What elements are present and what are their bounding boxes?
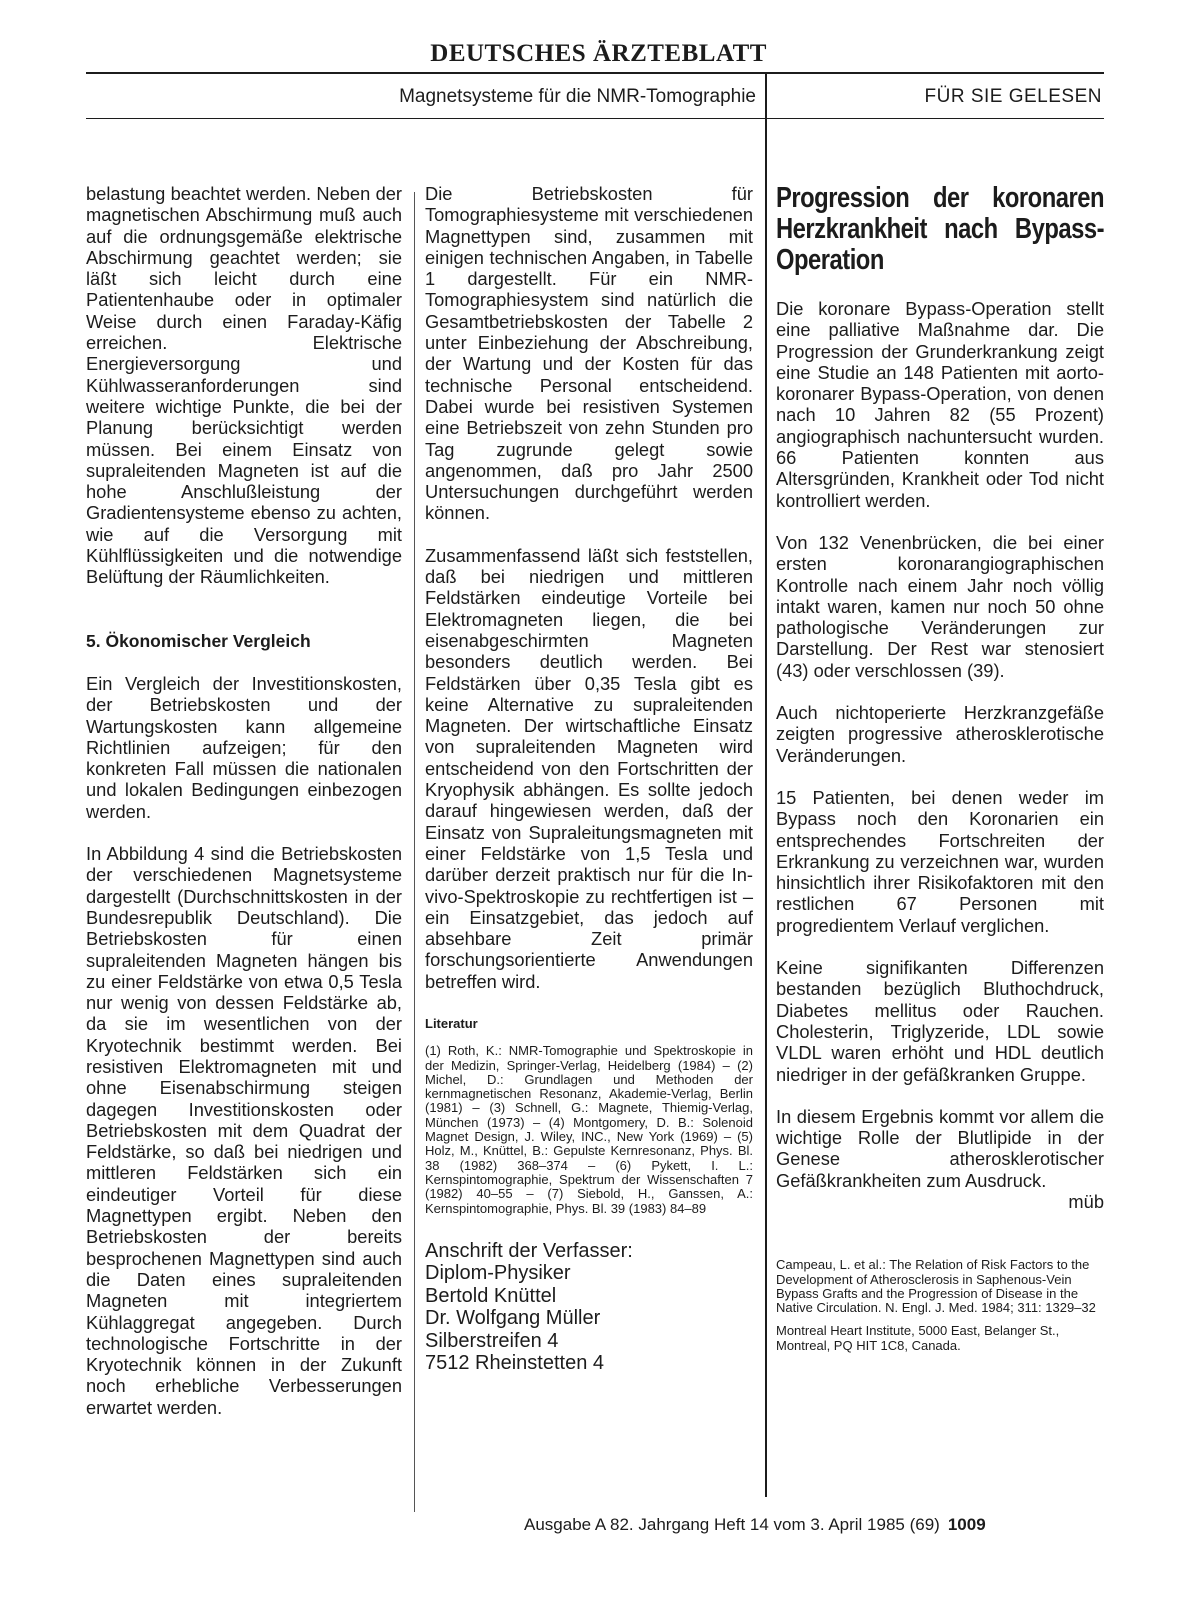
address-line: Dr. Wolfgang Müller	[425, 1307, 601, 1330]
paragraph: Von 132 Venenbrücken, die bei einer ersten koronarangiographischen Kontrolle nach einem Jahr noch völlig intakt waren, kamen nur noch 50 ohne pathologische Veränderungen zur Darstellung. Der Rest war stenosiert (43) oder verschlossen (39).	[776, 531, 1104, 681]
paragraph: Keine signifikanten Differenzen bestanden bezüglich Bluthochdruck, Diabetes mellitus oder Rauchen. Cholesterin, Triglyzeride, LDL sowie VLDL waren erhöht und HDL deutlich niedriger in der gefäßkranken Gruppe.	[776, 957, 1104, 1085]
column-divider	[414, 192, 415, 1512]
citation-source: Montreal Heart Institute, 5000 East, Belanger St., Montreal, PQ HIT 1C8, Canada.	[776, 1323, 1060, 1353]
sidebar-headline: Progression der koronaren Herzkrankheit nach Bypass-Operation	[776, 182, 1104, 276]
paragraph: Auch nichtoperierte Herzkranzgefäße zeigten progressive atherosklerotische Veränderungen.	[776, 702, 1104, 766]
literature-list: (1) Roth, K.: NMR-Tomographie und Spektroskopie in der Medizin, Springer-Verlag, Heidelberg (1984) – (2) Michel, D.: Grundlagen und Methoden der kernmagnetischen Resonanz, Akademie-Verlag, Berlin (1981) – (3) Schnell, G.: Magnete, Thiemig-Verlag, München (1973) – (4) Montgomery, D. B.: Solenoid Magnet Design, J. Wiley, INC., New York (1969) – (5) Holz, M., Knüttel, B.: Gepulste Kernresonanz, Phys. Bl. 38 (1982) 368–374 – (6) Pykett, I. L.: Kernspintomographie, Spektrum der Wissenschaften 7 (1982) 40–55 – (7) Siebold, H., Ganssen, A.: Kernspintomographie, Phys. Bl. 39 (1983) 84–89	[425, 1043, 753, 1216]
address-line: Diplom-Physiker	[425, 1262, 571, 1285]
literature-heading: Literatur	[425, 1015, 478, 1031]
header-rule	[86, 118, 1104, 119]
paragraph: Die Betriebskosten für Tomographiesysteme mit verschiedenen Magnettypen sind, zusammen mit einigen technischen Angaben, in Tabelle 1 dargestellt. Für ein NMR-Tomographiesystem sind natürlich die Gesamtbetriebskosten der Tabelle 2 unter Einbeziehung der Abschreibung, der Wartung und der Kosten für das technische Personal entscheidend. Dabei wurde bei resistiven Systemen eine Betriebszeit von zehn Stunden pro Tag zugrunde gelegt sowie angenommen, daß pro Jahr 2500 Untersuchungen durchgeführt werden können.	[425, 183, 753, 524]
citation: Campeau, L. et al.: The Relation of Risk Factors to the Development of Atherosclerosis in Saphenous-Vein Bypass Grafts and the Progression of Disease in the Native Circulation. N. Engl. J. Med. 1984; 311: 1329–32	[776, 1257, 1096, 1316]
address-line: Anschrift der Verfasser:	[425, 1239, 633, 1262]
page-number: 1009	[947, 1515, 986, 1534]
section-header-right: FÜR SIE GELESEN	[924, 86, 1102, 107]
paragraph: 15 Patienten, bei denen weder im Bypass noch den Koronarien ein entsprechendes Fortschreiten der Erkrankung zu verzeichnen war, wurden hinsichtlich ihrer Risikofaktoren mit den restlichen 67 Personen mit progredientem Verlauf verglichen.	[776, 786, 1104, 936]
article-column-1	[86, 183, 402, 1439]
address-line: 7512 Rheinstetten 4	[425, 1352, 605, 1375]
author-initials: müb	[1068, 1190, 1104, 1212]
paragraph: In Abbildung 4 sind die Betriebskosten der verschiedenen Magnetsysteme dargestellt (Durchschnittskosten in der Bundesrepublik Deutschland). Die Betriebskosten für einen supraleitenden Magneten hängen bis zu einer Feldstärke von etwa 0,5 Tesla nur wenig von dessen Feldstärke ab, da sie im wesentlichen von der Kryotechnik bestimmt werden. Bei resistiven Elektromagneten mit und ohne Eisenabschirmung steigen dagegen Investitionskosten oder Betriebskosten mit dem Quadrat der Feldstärke, so daß bei niedrigen und mittleren Feldstärken sich ein eindeutiger Vorteil für diese Magnettypen ergibt. Neben den Betriebskosten der bereits besprochenen Magnettypen sind auch die Daten eines supraleitenden Magneten mit integriertem Kühlaggregat angegeben. Durch technologische Fortschritte in der Kryotechnik können in der Zukunft noch erhebliche Verbesserungen erwartet werden.	[86, 843, 402, 1418]
paragraph: Ein Vergleich der Investitionskosten, der Betriebskosten und der Wartungskosten kann allgemeine Richtlinien aufzeigen; für den konkreten Fall müssen die nationalen und lokalen Bedingungen einbezogen werden.	[86, 672, 402, 822]
top-rule	[86, 72, 1104, 74]
section-heading: 5. Ökonomischer Vergleich	[86, 630, 311, 651]
address-line: Silberstreifen 4	[425, 1329, 559, 1352]
vertical-divider	[765, 72, 767, 1497]
paragraph: Die koronare Bypass-Operation stellt eine palliative Maßnahme dar. Die Progression der Grunderkrankung zeigt eine Studie an 148 Patienten mit aorto-koronarer Bypass-Operation, von denen nach 10 Jahren 82 (55 Prozent) angiographisch nachuntersucht wurden. 66 Patienten konnten aus Altersgründen, Krankheit oder Tod nicht kontrolliert werden.	[776, 298, 1104, 511]
paragraph: Zusammenfassend läßt sich feststellen, daß bei niedrigen und mittleren Feldstärken eindeutige Vorteile bei Elektromagneten liegen, die bei eisenabgeschirmten Magneten besonders deutlich werden. Bei Feldstärken über 0,35 Tesla gibt es keine Alternative zu supraleitenden Magneten. Der wirtschaftliche Einsatz von supraleitenden Magneten wird entscheidend von den Fortschritten der Kryophysik abhängen. Es sollte jedoch darauf hingewiesen werden, daß der Einsatz von Supraleitungsmagneten mit einer Feldstärke von 1,5 Tesla und darüber derzeit praktisch nur für die In-vivo-Spektroskopie zu rechtfertigen ist – ein Einsatzgebiet, das jedoch auf absehbare Zeit primär forschungsorientierte Anwendungen betreffen wird.	[425, 544, 753, 992]
sidebar-article	[776, 183, 1104, 1362]
paragraph: belastung beachtet werden. Neben der magnetischen Abschirmung muß auch auf die ordnungsgemäße elektrische Abschirmung geachtet werden; sie läßt sich leicht durch eine Patientenhaube oder in optimaler Weise durch einen Faraday-Käfig erreichen. Elektrische Energieversorgung und Kühlwasseranforderungen sind weitere wichtige Punkte, die bei der Planung berücksichtigt werden müssen. Bei einem Einsatz von supraleitenden Magneten ist auf die hohe Anschlußleistung der Gradientensysteme ebenso zu achten, wie auf die Versorgung mit Kühlflüssigkeiten und die notwendige Belüftung der Räumlichkeiten.	[86, 183, 402, 588]
paragraph: In diesem Ergebnis kommt vor allem die wichtige Rolle der Blutlipide in der Genese atherosklerotischer Gefäßkrankheiten zum Ausdruck.	[776, 1105, 1104, 1191]
address-line: Bertold Knüttel	[425, 1284, 557, 1307]
masthead: DEUTSCHES ÄRZTEBLATT	[430, 40, 767, 67]
section-header-left: Magnetsysteme für die NMR-Tomographie	[399, 86, 756, 107]
footer-issue: Ausgabe A 82. Jahrgang Heft 14 vom 3. April 1985 (69)	[524, 1515, 940, 1534]
author-address	[425, 1240, 753, 1375]
article-column-2	[425, 183, 753, 1375]
signoff-row	[776, 1191, 1104, 1212]
